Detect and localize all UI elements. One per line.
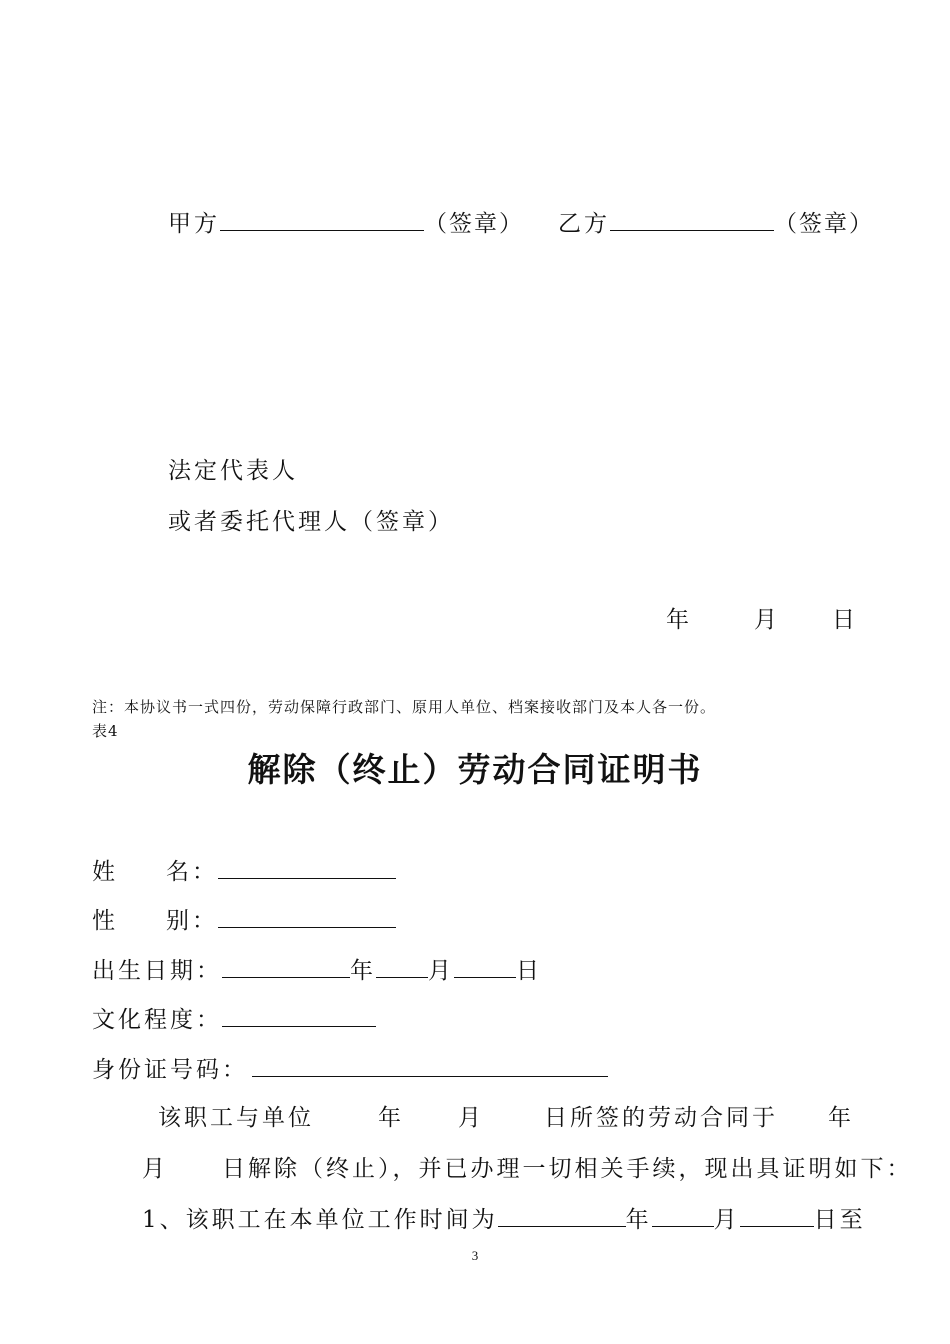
body-signed: 日所签的劳动合同于 — [544, 1105, 778, 1131]
agreement-note: 注：本协议书一式四份，劳动保障行政部门、原用人单位、档案接收部门及本人各一份。 — [92, 698, 717, 716]
education-blank — [222, 1004, 376, 1027]
name-blank — [218, 856, 396, 879]
party-b-label: 乙方 — [558, 211, 610, 237]
body-work-period: 1、该职工在本单位工作时间为 — [142, 1207, 498, 1233]
body-line-3 — [142, 1204, 866, 1235]
body-year-3: 年 — [625, 1207, 652, 1233]
birth-day-blank — [454, 955, 516, 978]
birth-year-label: 年 — [350, 958, 376, 984]
body-line-2 — [142, 1154, 913, 1184]
party-a-blank — [220, 208, 424, 231]
party-a-label: 甲方 — [168, 211, 220, 237]
agent-label: 或者委托代理人（签章） — [168, 509, 454, 535]
party-b-seal: （签章） — [774, 211, 874, 237]
birth-year-blank — [222, 955, 350, 978]
birth-day-label: 日 — [516, 958, 542, 984]
birth-month-label: 月 — [428, 958, 454, 984]
gender-field — [92, 905, 396, 936]
legal-rep-label: 法定代表人 — [168, 458, 298, 484]
party-b-blank — [610, 208, 774, 231]
gender-label-1: 性 — [92, 908, 118, 934]
birth-month-blank — [376, 955, 428, 978]
work-day-blank — [740, 1204, 814, 1227]
body-terminated: 日解除（终止），并已办理一切相关手续，现出具证明如下： — [222, 1156, 913, 1182]
work-month-blank — [652, 1204, 714, 1227]
body-until: 日至 — [813, 1207, 866, 1233]
body-line-1 — [158, 1103, 854, 1133]
name-field — [92, 856, 396, 887]
gender-blank — [218, 905, 396, 928]
name-label-2: 名： — [166, 859, 218, 885]
birth-label: 出生日期： — [92, 958, 222, 984]
id-number-blank — [252, 1054, 608, 1077]
education-label: 文化程度： — [92, 1007, 222, 1033]
signature-date — [666, 605, 858, 635]
name-label-1: 姓 — [92, 859, 118, 885]
body-month-3: 月 — [713, 1207, 740, 1233]
date-day: 日 — [832, 607, 858, 633]
birth-field — [92, 955, 542, 986]
date-year: 年 — [666, 607, 692, 633]
body-month-2: 月 — [142, 1156, 168, 1182]
certificate-title: 解除（终止）劳动合同证明书 — [247, 750, 703, 789]
education-field — [92, 1004, 376, 1035]
id-number-field — [92, 1054, 608, 1085]
body-month-1: 月 — [458, 1105, 484, 1131]
table-label: 表4 — [92, 722, 119, 740]
party-a-seal: （签章） — [424, 211, 524, 237]
body-year-2: 年 — [828, 1105, 854, 1131]
signature-row — [168, 208, 874, 239]
body-year-1: 年 — [378, 1105, 404, 1131]
id-number-label: 身份证号码： — [92, 1057, 248, 1083]
body-employer: 该职工与单位 — [158, 1105, 314, 1131]
date-month: 月 — [754, 607, 780, 633]
page-number: 3 — [471, 1248, 479, 1263]
work-year-blank — [498, 1204, 626, 1227]
gender-label-2: 别： — [166, 908, 218, 934]
